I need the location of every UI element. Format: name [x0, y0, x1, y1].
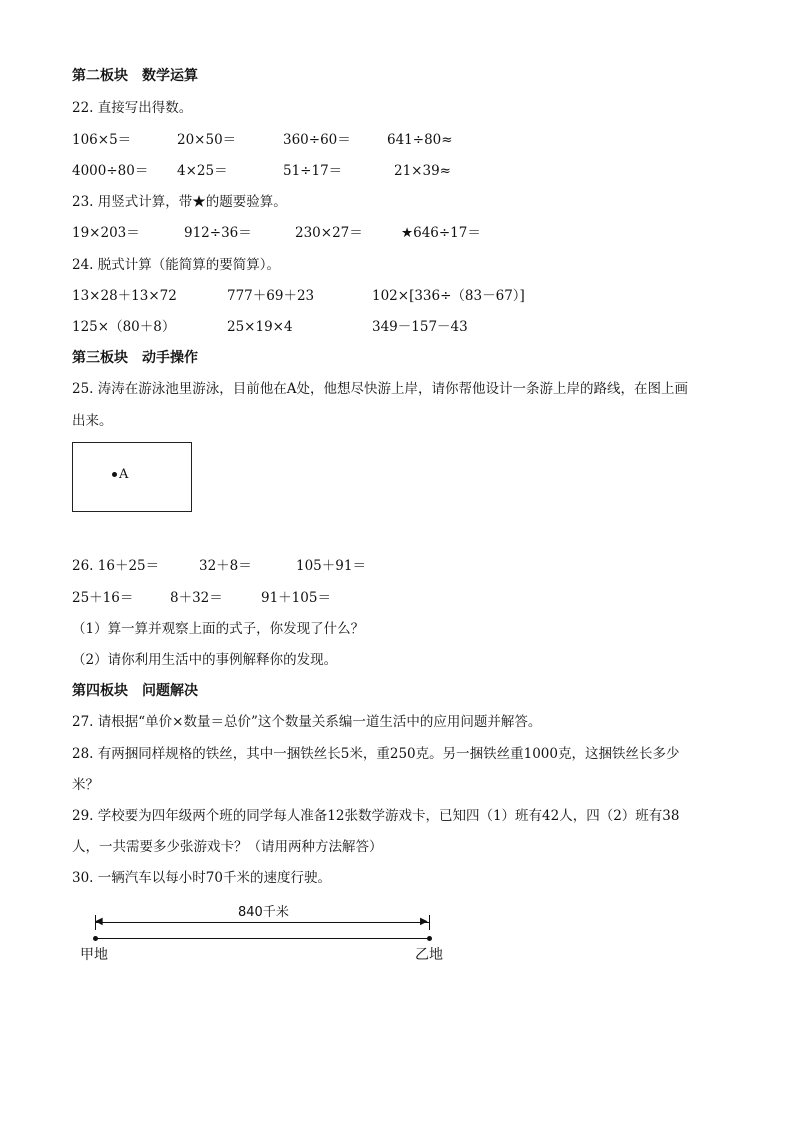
q26-item: 25＋16＝: [72, 590, 134, 606]
distance-bracket-line: [95, 922, 430, 923]
q26-item: 8＋32＝: [170, 590, 223, 606]
q23-item: ★646÷17＝: [401, 225, 481, 241]
q24-item: 125×（80＋8）: [72, 319, 176, 335]
start-point-label: 甲地: [80, 947, 108, 963]
q26-item: 105＋91＝: [296, 558, 366, 574]
q29-text: 人，一共需要多少张游戏卡？（请用两种方法解答）: [72, 839, 383, 855]
q23-item: 912÷36＝: [184, 225, 252, 241]
q28-text: 28. 有两捆同样规格的铁丝，其中一捆铁丝长5米，重250克。另一捆铁丝重1000克，这捆铁丝长多少: [72, 746, 680, 762]
section-heading-3: 第三板块 动手操作: [72, 350, 198, 366]
q22-item: 360÷60＝: [283, 132, 351, 148]
q24-item: 349－157－43: [372, 319, 468, 335]
q22-title: 22. 直接写出得数。: [72, 100, 193, 116]
q22-item: 106×5＝: [72, 132, 132, 148]
q26-item: 91＋105＝: [261, 590, 331, 606]
q23-title: 23. 用竖式计算，带★的题要验算。: [72, 194, 287, 210]
point-a-marker: [112, 472, 117, 477]
arrow-right-icon: ▶: [420, 916, 428, 927]
q26-sub2: （2）请你利用生活中的事例解释你的发现。: [72, 652, 338, 668]
q30-title: 30. 一辆汽车以每小时70千米的速度行驶。: [72, 870, 331, 886]
q28-text: 米？: [72, 777, 99, 793]
q22-item: 21×39≈: [394, 163, 451, 179]
arrow-left-icon: ◀: [95, 916, 103, 927]
q25-text: 出来。: [72, 413, 113, 429]
point-a-label: A: [119, 467, 129, 482]
q22-item: 20×50＝: [177, 132, 237, 148]
q22-item: 4×25＝: [177, 163, 228, 179]
q24-title: 24. 脱式计算（能简算的要简算）。: [72, 257, 281, 273]
pool-diagram: [72, 442, 192, 512]
section-heading-4: 第四板块 问题解决: [72, 683, 198, 699]
q23-item: 19×203＝: [72, 225, 140, 241]
bracket-right-tick: [429, 915, 430, 930]
q26-item: 32＋8＝: [199, 558, 252, 574]
q26-item: 26. 16＋25＝: [72, 558, 160, 574]
q24-item: 102×[336÷（83－67）]: [372, 288, 525, 304]
q25-text: 25. 涛涛在游泳池里游泳，目前他在A处，他想尽快游上岸，请你帮他设计一条游上岸的路线，在图上画: [72, 381, 689, 397]
q26-sub1: （1）算一算并观察上面的式子，你发现了什么？: [72, 621, 365, 637]
section-heading-2: 第二板块 数学运算: [72, 68, 198, 84]
road-segment: [95, 938, 430, 939]
q29-text: 29. 学校要为四年级两个班的同学每人准备12张数学游戏卡，已知四（1）班有42人，四（2）班有38: [72, 808, 680, 824]
end-point-label: 乙地: [415, 947, 443, 963]
q24-item: 25×19×4: [227, 319, 293, 335]
start-point-marker: [93, 936, 98, 941]
distance-label: 840千米: [238, 905, 289, 920]
q24-item: 777＋69＋23: [227, 288, 315, 304]
q22-item: 4000÷80＝: [72, 163, 149, 179]
q27-text: 27. 请根据“单价×数量＝总价”这个数量关系编一道生活中的应用问题并解答。: [72, 714, 542, 730]
q22-item: 51÷17＝: [283, 163, 343, 179]
q24-item: 13×28＋13×72: [72, 288, 177, 304]
q22-item: 641÷80≈: [387, 132, 453, 148]
end-point-marker: [427, 936, 432, 941]
q23-item: 230×27＝: [295, 225, 363, 241]
